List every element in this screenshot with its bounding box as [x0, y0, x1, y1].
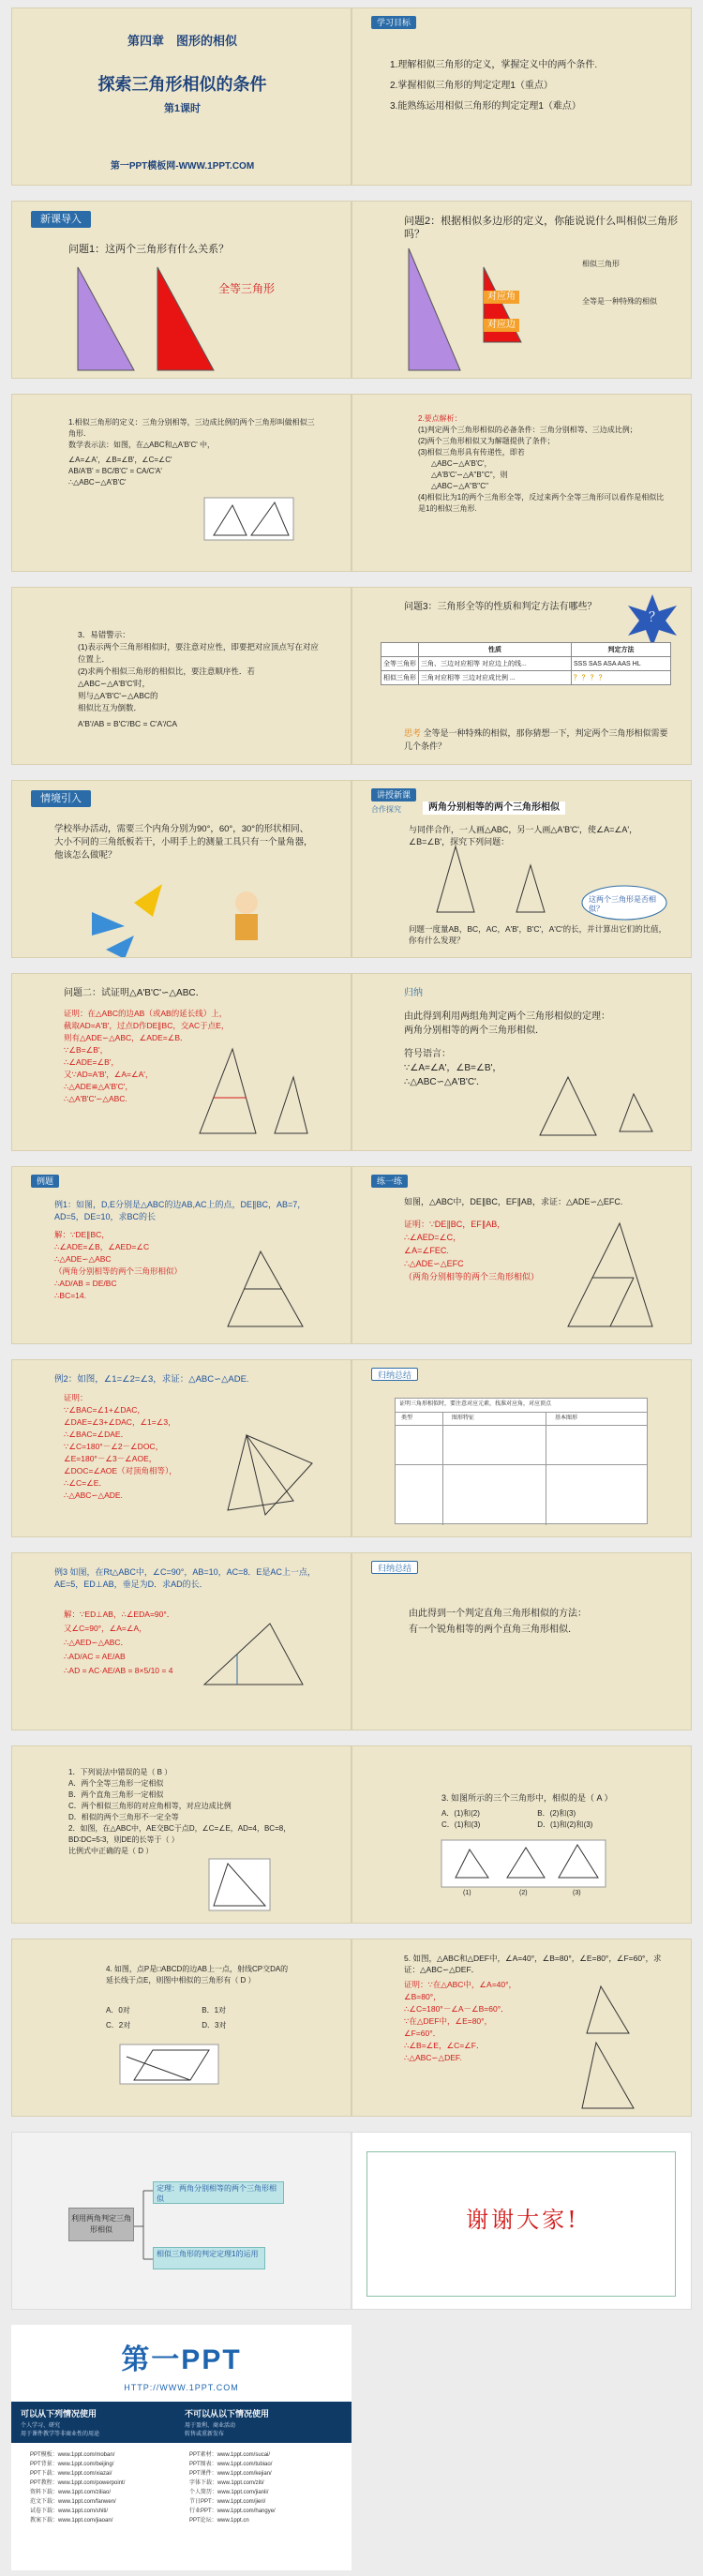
proof-line: ∠DAE=∠3+∠DAC，∠1=∠3，: [64, 1417, 176, 1427]
footer-link[interactable]: 试卷下载：www.1ppt.com/shiti/: [30, 2509, 109, 2514]
table-cell: 三角对应相等 三边对应成比例 ...: [419, 671, 572, 685]
footer-link[interactable]: PPT下载：www.1ppt.com/xiazai/: [30, 2471, 112, 2477]
slide-exercises-2[interactable]: [352, 1745, 692, 1924]
cannot-use-item: 转售或重新发布: [185, 2432, 225, 2437]
slide-definition[interactable]: [11, 394, 352, 572]
problem-2-title: 问题二：试证明△A'B'C'∽△ABC．: [64, 988, 205, 998]
tag-lesson: 讲授新课: [371, 788, 416, 801]
slide-warnings[interactable]: [11, 587, 352, 765]
tag-scenario: 情境引入: [31, 790, 91, 807]
question-1: 问题1：这两个三角形有什么关系？: [68, 244, 230, 255]
triangle-a-b-c: [516, 865, 545, 912]
blue-triangle-2: [106, 936, 134, 958]
footer-url: HTTP://WWW.1PPT.COM: [124, 2383, 239, 2392]
exercise-3-question: 3. 如图所示的三个三角形中，相似的是（ A ）: [441, 1793, 613, 1803]
table-cell: 全等三角形: [381, 657, 419, 671]
proof-line: 证明：∵DE∥BC，EF∥AB，: [404, 1220, 506, 1229]
exercise-5-question: 5. 如图，△ABC和△DEF中，∠A=40°，∠B=80°，∠E=80°，∠F=60°，求证：△ABC∽△DEF．: [404, 1954, 662, 1974]
tag-objectives: 学习目标: [371, 16, 416, 29]
explore-text: 与同伴合作，一人画△ABC，另一人画△A'B'C'，使∠A=∠A'，∠B=∠B'，探究下列问题：: [409, 825, 638, 846]
table-cell: 三角、三边对应相等 对应边上的线...: [419, 657, 572, 671]
exercise-5-figure: [352, 1939, 692, 2117]
solution-line: 又∠C=90°，∠A=∠A，: [64, 1624, 147, 1633]
proof-line: ∵∠BAC=∠1+∠DAC，: [64, 1405, 145, 1415]
chapter-label: 第四章 图形的相似: [127, 34, 237, 48]
key-point-line: △ABC∽△A'B'C'，: [431, 459, 492, 468]
slide-definition-question[interactable]: [352, 201, 692, 379]
option: B．1对: [202, 2006, 227, 2014]
summary-col: 基本图形: [555, 1415, 578, 1421]
definition-figure: [12, 395, 352, 572]
footer-link[interactable]: PPT背景：www.1ppt.com/beijing/: [30, 2462, 114, 2467]
tag-summary-2: 归纳总结: [371, 1368, 418, 1381]
key-point-line: △A'B'C'∽△A''B''C''，则: [431, 471, 508, 479]
example-3-problem: 例3 如图，在Rt△ABC中，∠C=90°，AB=10，AC=8．E是AC上一点，AE=5，ED⊥AB，垂足为D．求AD的长．: [54, 1567, 316, 1589]
proof-line: 又∵AD=A'B'，∠A=∠A'，: [64, 1070, 154, 1079]
blue-triangle: [92, 912, 125, 936]
objective-item: 2.掌握相似三角形的判定定理1（重点）: [390, 81, 553, 91]
exercise-line: 比例式中正确的是（ D ）: [68, 1847, 154, 1855]
proof-line: ∵∠B=∠B'，: [64, 1045, 109, 1055]
option: D．(1)和(2)和(3): [537, 1820, 593, 1829]
slide-exercises-1[interactable]: [11, 1745, 352, 1924]
proof-line: ∴∠AED=∠C，: [404, 1233, 462, 1242]
summary-main-box: 利用两角判定三角形相似: [68, 2208, 134, 2241]
key-point-line: (4)相似比为1的两个三角形全等，反过来两个全等三角形可以看作是相似比是1的相似三角形.: [418, 493, 665, 513]
right-triangle-text: [409, 1606, 671, 1638]
footer-logo: 第一PPT: [121, 2344, 242, 2375]
cannot-use-item: 用于盈利、商业活动: [185, 2423, 236, 2429]
summary-col: 图形特征: [452, 1415, 475, 1421]
slide-objectives[interactable]: [352, 7, 692, 186]
option: D．3对: [202, 2021, 227, 2029]
table-cell: ？ ？ ？ ？: [571, 671, 670, 685]
footer-link[interactable]: PPT素材：www.1ppt.com/sucai/: [189, 2452, 271, 2458]
table-cell: SSS SAS ASA AAS HL: [571, 657, 670, 671]
footer-panel: [11, 2325, 352, 2570]
warning-line: 则与△A'B'C'∽△ABC的: [78, 691, 158, 700]
proof-line: （两角分别相等的两个三角形相似）: [404, 1272, 540, 1281]
proof-line: ∵在△DEF中，∠E=80°，: [404, 2016, 493, 2026]
slide-example-3[interactable]: [11, 1552, 352, 1730]
site-label: 第一PPT模板网-WWW.1PPT.COM: [110, 161, 255, 172]
proof-line: ∠DOC=∠AOE（对顶角相等），: [64, 1466, 177, 1475]
solution-line: ∴AD/AC = AE/AB: [64, 1652, 126, 1661]
exercise-line: 1．下列说法中错误的是（ B ）: [68, 1768, 172, 1776]
example-2-figure: [12, 1360, 352, 1537]
tag-intro: 新课导入: [31, 211, 91, 228]
warning-line: 相似比互为倒数．: [78, 703, 142, 712]
yellow-triangle: [134, 884, 162, 917]
figure-label: (1): [463, 1890, 471, 1896]
solution-line: ∴△ADE∽△ABC: [54, 1254, 112, 1264]
solution-line: ∴AD = AC·AE/AB = 8×5/10 = 4: [64, 1666, 173, 1675]
key-point-line: (3)相似三角形具有传递性，即若: [418, 448, 525, 457]
objective-item: 3.能熟练运用相似三角形的判定定理1（难点）: [390, 101, 581, 112]
question-2: 问题2：根据相似多边形的定义，你能说说什么叫相似三角形吗？: [404, 216, 679, 240]
proof-line: 证明：∵在△ABC中，∠A=40°，: [404, 1980, 517, 1989]
cannot-use-list: [185, 2422, 344, 2439]
proof-figure: [12, 974, 352, 1151]
think-text: [404, 726, 676, 753]
tag-summary-3: 归纳总结: [371, 1561, 418, 1574]
solution-line: ∴AD/AB = DE/BC: [54, 1279, 117, 1288]
properties-table: [381, 642, 671, 685]
definition-line: AB/A'B' = BC/B'C' = CA/C'A': [68, 467, 162, 475]
slide-explore[interactable]: [352, 780, 692, 958]
theorem-line: 由此得到一个判定直角三角形相似的方法：: [409, 1609, 587, 1619]
thanks-text: 谢谢大家!: [466, 2207, 579, 2233]
slide-summary-table[interactable]: [352, 1359, 692, 1537]
table-header: 性质: [419, 643, 572, 657]
can-use-title: 可以从下列情况使用: [21, 2409, 97, 2419]
warnings-text: [78, 629, 322, 730]
theorem-figure: [352, 974, 692, 1151]
figure-label: (2): [519, 1890, 528, 1896]
theorem-line: 由此得到利用两组角判定两个三角形相似的定理：: [404, 1011, 610, 1022]
exercise-line: D．相似的两个三角形不一定全等: [68, 1813, 179, 1821]
footer-link[interactable]: 个人简历：www.1ppt.com/jianli/: [189, 2490, 269, 2495]
proof-line: ∠B=80°，: [404, 1992, 441, 2001]
warning-line: [78, 629, 322, 641]
problem-1-text: 问题一度量AB，BC，AC，A'B'，B'C'，A'C'的长，并计算出它们的比值，你有什么发现？: [409, 924, 667, 945]
scenario-figure: [12, 781, 352, 958]
proof-line: ∴∠ADE=∠B'，: [64, 1057, 119, 1067]
congruent-answer: 全等三角形: [218, 282, 276, 295]
warning-title: 3．易错警示：: [78, 630, 130, 639]
triangle-abc: [437, 846, 474, 912]
theorem-line: 有一个锐角相等的两个直角三角形相似．: [409, 1625, 577, 1635]
speech-bubble: 这两个三角形是否相似？: [589, 895, 656, 913]
proof-line: 截取AD=A'B'，过点D作DE∥BC，交AC于点E，: [64, 1021, 230, 1030]
can-use-item: 用于课件教学等非商业性的用途: [21, 2432, 100, 2437]
cannot-use-title: 不可以从以下情况使用: [185, 2409, 270, 2419]
slide-example-1[interactable]: [11, 1166, 352, 1344]
purple-triangle: [78, 267, 134, 370]
solution-line: ∴∠ADE=∠B，∠AED=∠C: [54, 1242, 150, 1251]
objectives-list: [390, 59, 681, 113]
solution-line: ∴BC=14.: [54, 1291, 86, 1300]
proof-line: ∴∠B=∠E，∠C=∠F．: [404, 2041, 485, 2050]
key-point-line: △ABC∽△A''B''C'': [431, 482, 489, 490]
question-3: 问题3：三角形全等的性质和判定方法有哪些？: [404, 602, 597, 612]
exercise-line: B．两个直角三角形一定相似: [68, 1790, 164, 1799]
slide-proof[interactable]: [11, 973, 352, 1151]
slide-intro[interactable]: [11, 201, 352, 379]
can-use-list: [21, 2422, 180, 2439]
tag-practice: 练一练: [371, 1175, 408, 1188]
table-header: 判定方法: [571, 643, 670, 657]
proof-line: ∴△ABC∽△DEF.: [404, 2053, 462, 2062]
figure-label: (3): [573, 1890, 581, 1896]
solution-line: （两角分别相等的两个三角形相似）: [54, 1266, 183, 1276]
slide-scenario[interactable]: [11, 780, 352, 958]
special-note: 全等是一种特殊的相似: [582, 297, 657, 306]
proof-line: ∴∠C=∠E．: [64, 1478, 107, 1488]
proof-line: ∠E=180°－∠3－∠AOE，: [64, 1454, 157, 1463]
option: C．2对: [106, 2021, 131, 2029]
summary-col: 类型: [401, 1415, 413, 1421]
proof-line: ∴∠C=180°－∠A－∠B=60°．: [404, 2004, 509, 2014]
footer-link[interactable]: 行业PPT：www.1ppt.com/hangye/: [189, 2509, 276, 2514]
purple-large-triangle: [409, 248, 460, 370]
warning-line: A'B'/AB = B'C'/BC = C'A'/CA: [78, 719, 178, 728]
exercise-line: C．两个相似三角形的对应角相等，对应边成比例: [68, 1802, 232, 1810]
theorem-line: ∵∠A=∠A'，∠B=∠B'，: [404, 1063, 502, 1073]
theorem-line: 符号语言：: [404, 1049, 451, 1059]
definition-line: ∴△ABC∽△A'B'C': [68, 478, 127, 487]
footer-link[interactable]: PPT模板：www.1ppt.com/moban/: [30, 2452, 115, 2458]
objective-item: 1.理解相似三角形的定义，掌握定义中的两个条件.: [390, 60, 598, 70]
definition-line: 1.相似三角形的定义：三角分别相等，三边成比例的两个三角形叫做相似三角形．: [68, 418, 315, 438]
theorem-line: ∴△ABC∽△A'B'C'．: [404, 1077, 486, 1087]
table-header: [381, 643, 419, 657]
exercise-4-question: 4. 如图，点P是□ABCD的边AB上一点，射线CP交DA的延长线于点E，则图中相似的三角形有（ D ）: [106, 1965, 289, 1984]
corresponding-angle-label: 对应角: [484, 291, 519, 304]
tag-summary: 归纳: [404, 988, 423, 998]
proof-line: ∴△A'B'C'∽△ABC.: [64, 1094, 127, 1103]
option: A．(1)和(2): [441, 1809, 480, 1818]
student-body: [235, 914, 258, 940]
proof-line: 证明：在△ABC的边AB（或AB的延长线）上，: [64, 1009, 228, 1018]
proof-line: ∴△ABC∽△ADE.: [64, 1490, 123, 1500]
proof-line: ∴△ADE≌△A'B'C'，: [64, 1082, 133, 1091]
exercise-4-figure: [12, 1939, 352, 2117]
tag-example: 例题: [31, 1175, 59, 1188]
key-point-line: (1)判定两个三角形相似的必备条件：三角分别相等、三边成比例；: [418, 426, 637, 434]
slide-main-title: 探索三角形相似的条件: [97, 75, 267, 94]
option: C．(1)和(3): [441, 1820, 481, 1829]
proof-line: ∴△ADE∽△EFC: [404, 1259, 464, 1268]
solution-line: 解：∵DE∥BC，: [54, 1230, 110, 1239]
footer-link[interactable]: PPT论坛：www.1ppt.cn: [189, 2518, 249, 2524]
proof-line: ∠A=∠FEC.: [404, 1246, 449, 1255]
slide-properties-table[interactable]: [352, 587, 692, 765]
summary-table-header: 证明三角形相似时，要注意对应元素，找准对应角，对应顶点: [399, 1401, 552, 1407]
exercise-line: A．两个全等三角形一定相似: [68, 1779, 164, 1788]
example-2-problem: 例2：如图，∠1=∠2=∠3，求证：△ABC∽△ADE.: [54, 1374, 249, 1385]
slide-theorem[interactable]: [352, 973, 692, 1151]
links-left: [30, 2450, 180, 2525]
section-heading: 两角分别相等的两个三角形相似: [423, 801, 565, 815]
summary-branch-2: 相似三角形的判定定理1的运用: [153, 2247, 265, 2269]
two-triangles-figure: [12, 202, 352, 379]
footer-link[interactable]: PPT教程：www.1ppt.com/powerpoint/: [30, 2480, 126, 2486]
slide-summary-diagram[interactable]: [11, 2132, 352, 2310]
proof-line: 证明：: [64, 1393, 88, 1402]
summary-branch-1: 定理：两角分别相等的两个三角形相似: [153, 2181, 284, 2204]
footer-link[interactable]: 教案下载：www.1ppt.com/jiaoan/: [30, 2518, 113, 2524]
proof-line: 则有△ADE∽△ABC，∠ADE=∠B．: [64, 1033, 188, 1042]
footer-link[interactable]: 字体下载：www.1ppt.com/ziti/: [189, 2480, 264, 2486]
student-head: [235, 891, 258, 914]
solution-line: 解：∵ED⊥AB，∴∠EDA=90°．: [64, 1610, 175, 1619]
footer-links: [11, 2443, 352, 2570]
footer-link[interactable]: 资料下载：www.1ppt.com/ziliao/: [30, 2490, 112, 2495]
solution-line: ∴△AED∽△ABC．: [64, 1638, 129, 1647]
definition-line: 数学表示法：如图，在△ABC和△A'B'C' 中，: [68, 441, 216, 449]
red-triangle: [157, 267, 214, 370]
footer-link[interactable]: PPT图表：www.1ppt.com/tubiao/: [189, 2462, 273, 2467]
slide-right-triangle-theorem[interactable]: [352, 1552, 692, 1730]
think-body: 全等是一种特殊的相似，那你猜想一下，判定两个三角形相似需要几个条件？: [404, 728, 668, 751]
summary-connectors: [12, 2133, 352, 2310]
summary-table-frame: [395, 1398, 648, 1524]
practice-figure: [352, 1167, 692, 1344]
slide-exercises-3[interactable]: [11, 1939, 352, 2117]
similar-triangles-figure: [352, 202, 692, 379]
warning-line: (2)求两个相似三角形的相似比，要注意顺序性．若△ABC∽△A'B'C'时，: [78, 666, 255, 688]
scenario-text: 学校举办活动，需要三个内角分别为90°，60°，30°的形状相同、大小不同的三角纸板若干，小明手上的测量工具只有一个量角器，他该怎么做呢？: [54, 824, 313, 861]
slide-practice[interactable]: [352, 1166, 692, 1344]
slide-title[interactable]: [11, 7, 352, 186]
table-cell: 相似三角形: [381, 671, 419, 685]
exercise-line: 2．如图，在△ABC中，AE交BC于点D，∠C=∠E，AD=4，BC=8，BD∶DC=5∶3，则DE的长等于（ ）: [68, 1824, 292, 1844]
footer-link[interactable]: 范文下载：www.1ppt.com/fanwen/: [30, 2499, 116, 2505]
warning-line: (1)表示两个三角形相似时，要注意对应性，即要把对应顶点写在对应位置上．: [78, 642, 319, 664]
proof-line: ∴∠BAC=∠DAE．: [64, 1430, 129, 1439]
slide-example-2[interactable]: [11, 1359, 352, 1537]
think-label: 思考: [404, 728, 422, 738]
similar-label: 相似三角形: [582, 260, 620, 268]
example-1-figure: [12, 1167, 352, 1344]
links-right: [189, 2450, 339, 2525]
slide-exercises-4[interactable]: [352, 1939, 692, 2117]
lesson-label: 第1课时: [163, 103, 202, 114]
definition-line: ∠A=∠A'，∠B=∠B'，∠C=∠C': [68, 456, 172, 464]
key-point-line: 2.要点解析：: [418, 414, 462, 423]
slide-thanks[interactable]: [352, 2132, 692, 2310]
example-1-problem: 例1：如图，D,E分别是△ABC的边AB,AC上的点，DE∥BC，AB=7，AD=5，DE=10，求BC的长: [54, 1200, 307, 1221]
option: A．0对: [106, 2006, 130, 2014]
key-point-line: (2)两个三角形相似又为解题提供了条件；: [418, 437, 555, 445]
footer-link[interactable]: 节日PPT：www.1ppt.com/jieri/: [189, 2499, 266, 2505]
star-question-mark: ？: [649, 609, 662, 624]
key-points-text: [418, 413, 671, 515]
practice-problem: 如图，△ABC中，DE∥BC，EF∥AB，求证：△ADE∽△EFC.: [404, 1197, 623, 1206]
corresponding-side-label: 对应边: [484, 319, 519, 332]
example-3-figure: [12, 1553, 352, 1730]
footer-link[interactable]: PPT课件：www.1ppt.com/kejian/: [189, 2471, 272, 2477]
option: B．(2)和(3): [537, 1809, 576, 1818]
proof-line: ∵∠C=180°－∠2－∠DOC，: [64, 1442, 164, 1451]
sub-tag: 合作探究: [371, 805, 401, 814]
proof-line: ∠F=60°．: [404, 2029, 441, 2038]
exercise-2-figure: [12, 1746, 352, 1924]
can-use-item: 个人学习、研究: [21, 2423, 61, 2429]
slide-key-points[interactable]: [352, 394, 692, 572]
theorem-line: 两角分别相等的两个三角形相似．: [404, 1026, 545, 1036]
